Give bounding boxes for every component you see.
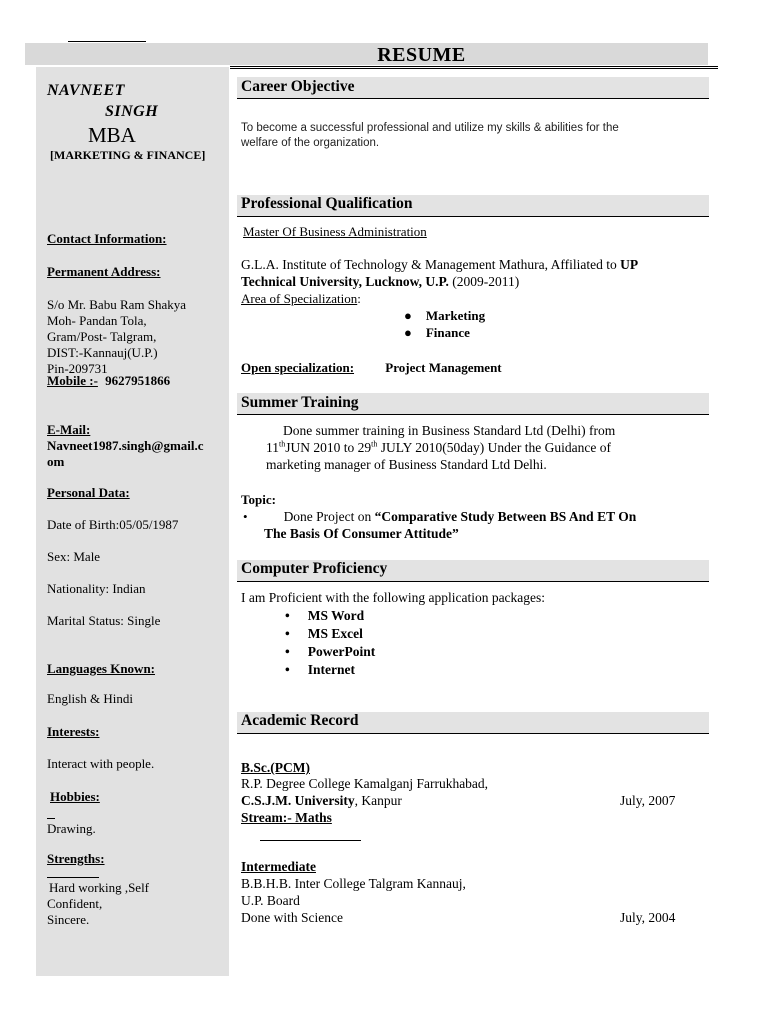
career-text-line: To become a successful professional and utilize my skills & abilities for the [241,122,619,134]
inter-date: July, 2004 [620,910,676,925]
degree-label: MBA [88,123,136,147]
mobile-row [47,373,170,389]
name-last: SINGH [105,103,159,120]
address-line: S/o Mr. Babu Ram Shakya [47,297,187,312]
area-row [241,290,361,307]
bullet-icon: • [285,608,290,623]
email-line: Navneet1987.singh@gmail.c [47,438,204,453]
open-specialization-value: Project Management [385,360,502,375]
interests-text: Interact with people. [47,756,155,771]
area-heading: Area of Specialization [241,291,358,306]
inter-college: B.B.H.B. Inter College Talgram Kannauj, [241,876,466,891]
computer-item: PowerPoint [307,644,376,659]
hobbies-text: Drawing. [47,821,96,836]
area-colon: : [357,291,361,306]
open-specialization-row [241,359,502,376]
page-title: RESUME [377,44,466,66]
training-start-day: 11 [266,440,279,455]
contact-heading: Contact Information: [47,231,167,246]
top-decorative-line [68,41,146,42]
training-sup: th [371,439,378,449]
training-date-range: JUN 2010 to 29 [285,440,372,455]
computer-item: Internet [307,662,355,677]
strengths-block [47,880,149,928]
institute-affiliation-part2: Technical University, Lucknow, U.P. [241,274,449,289]
topic-project [243,508,713,542]
qualification-institute [241,256,711,290]
hobbies-underline [47,818,55,819]
computer-intro: I am Proficient with the following application packages: [241,590,546,605]
inter-title: Intermediate [241,859,316,874]
hobbies-heading: Hobbies: [50,789,100,804]
inter-board: U.P. Board [241,893,300,908]
specialization-label: [MARKETING & FINANCE] [50,148,206,162]
dob-text: Date of Birth:05/05/1987 [47,517,179,532]
training-heading: Summer Training [241,394,359,411]
academic-heading: Academic Record [241,712,359,729]
academic-divider [260,840,361,841]
bsc-university-row [241,792,402,809]
computer-item: MS Excel [307,626,363,641]
nationality-text: Nationality: Indian [47,581,146,596]
project-title-2: The Basis Of Consumer Attitude” [264,526,459,541]
marital-text: Marital Status: Single [47,613,161,628]
area-item: Finance [425,325,470,340]
bullet-icon: ● [404,308,412,323]
training-line: Done summer training in Business Standard Ltd (Delhi) from [283,423,616,438]
title-rule-second [230,68,718,69]
career-text-line: welfare of the organization. [241,137,380,149]
name-first: NAVNEET [47,82,125,99]
bullet-icon: • [285,626,290,641]
strength-line: Hard working ,Self [49,880,150,895]
bsc-date: July, 2007 [620,793,676,808]
strength-line: Confident, [47,896,103,911]
career-heading: Career Objective [241,78,355,95]
computer-item: MS Word [307,608,365,623]
project-title-1: “Comparative Study Between BS And ET On [374,509,637,524]
qualification-degree: Master Of Business Administration [243,224,427,239]
personal-heading: Personal Data: [47,485,130,500]
topic-label: Topic: [241,492,276,507]
mobile-value: 9627951866 [105,373,171,388]
institute-affiliation-part1: UP [620,257,639,272]
bullet-icon: ● [404,325,412,340]
email-label: E-Mail: [47,422,91,437]
bsc-college: R.P. Degree College Kamalganj Farrukhabad, [241,776,489,791]
computer-list [285,607,375,679]
area-list [404,307,485,341]
bullet-icon: • [243,509,248,524]
training-duration: JULY 2010(50day) Under the Guidance of [377,440,611,455]
title-rule [230,66,718,67]
sex-text: Sex: Male [47,549,101,564]
qualification-heading: Professional Qualification [241,195,413,212]
languages-text: English & Hindi [47,691,133,706]
email-line: om [47,454,65,469]
address-heading: Permanent Address: [47,264,161,279]
address-line: DIST:-Kannauj(U.P.) [47,345,158,360]
project-prefix: Done Project on [283,509,372,524]
area-item: Marketing [425,308,486,323]
inter-stream: Done with Science [241,910,343,925]
email-value [47,438,204,470]
bsc-place: , Kanpur [354,793,402,808]
bsc-university: C.S.J.M. University [241,793,355,808]
institute-years: (2009-2011) [452,274,520,289]
open-specialization-label: Open specialization: [241,360,355,375]
bullet-icon: • [285,644,290,659]
address-line: Moh- Pandan Tola, [47,313,147,328]
languages-heading: Languages Known: [47,661,155,676]
training-line-dates [266,439,615,456]
training-text [266,422,615,473]
institute-name: G.L.A. Institute of Technology & Management Mathura, Affiliated to [241,257,617,272]
bullet-icon: • [285,662,290,677]
mobile-label: Mobile :- [47,373,98,388]
training-sup: th [279,439,286,449]
career-text [241,121,619,151]
strength-line: Sincere. [47,912,90,927]
strengths-underline [47,877,99,878]
computer-heading: Computer Proficiency [241,560,388,577]
training-line: marketing manager of Business Standard Ltd Delhi. [266,457,547,472]
strengths-heading: Strengths: [47,851,105,866]
bsc-stream: Stream:- Maths [241,810,332,825]
address-line: Gram/Post- Talgram, [47,329,157,344]
address-block [47,297,186,377]
bsc-title: B.Sc.(PCM) [241,760,310,775]
address-line: Pin-209731 [47,361,108,376]
interests-heading: Interests: [47,724,100,739]
